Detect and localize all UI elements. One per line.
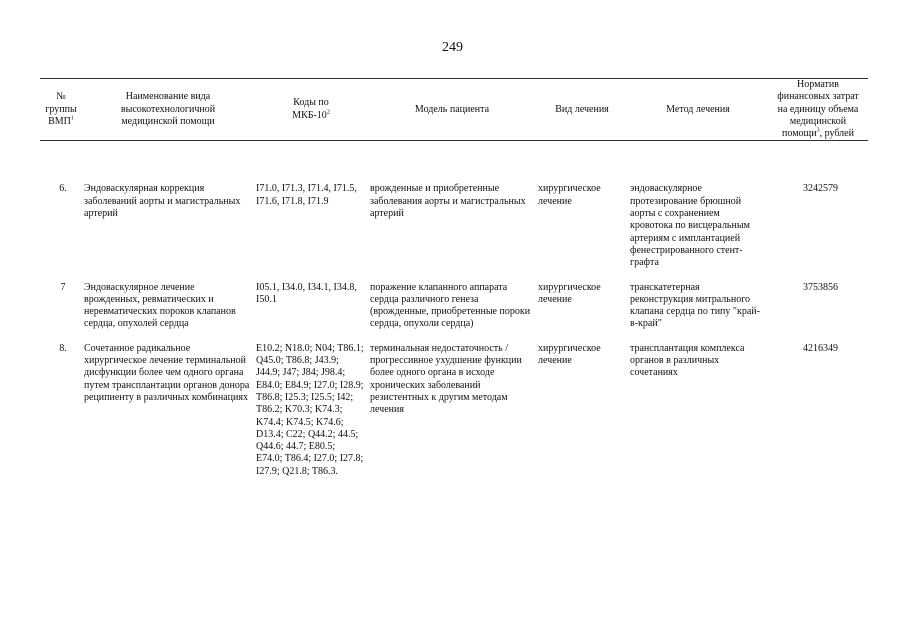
row-patient-model: врожденные и приобретенные заболевания аорты и магистральных артерий	[370, 183, 526, 220]
row-treatment-type: хирургическое лечение	[538, 342, 601, 367]
row-number: 7	[60, 281, 66, 293]
header-cost: Норматив финансовых затрат на единицу объема медицинской помощи$^3$, рублей	[768, 79, 868, 141]
row-care-type: Эндоваскулярная коррекция заболеваний аорты и магистральных артерий	[84, 183, 241, 220]
row-care-type: Эндоваскулярное лечение врожденных, ревматических и неревматических пороков клапанов сердца, опухолей сердца	[84, 281, 236, 330]
header-codes: Коды по МКБ-$10^2$	[254, 79, 368, 141]
header-treatment-type: Вид лечения	[536, 79, 628, 141]
table-row	[40, 282, 868, 331]
row-treatment-type: хирургическое лечение	[538, 183, 601, 207]
table-row	[40, 343, 868, 478]
row-method: трансплантация комплекса органов в различных сочетаниях	[630, 342, 745, 379]
header-care-type: Наименование вида высокотехнологичной медицинской помощи	[82, 79, 254, 141]
header-patient-model: Модель пациента	[368, 79, 536, 141]
row-cost: 3753856	[803, 281, 838, 293]
row-number: 8.	[59, 342, 67, 354]
header-method: Метод лечения	[628, 79, 768, 141]
row-codes: E10.2; N18.0; N04; T86.1; Q45.0; T86.8; J43.9; J44.9; J47; J84; J98.4; E84.0; E84.9; I27.0; I28.9; T86.8; I25.3; I25.5; I42; T86.2; K70.3; K74.3; K74.4; K74.5; K74.6; D13.4; C22; Q44.2; 44.5; Q44.6; 44.7; E80.5; E74.0; T86.4; I27.0; I27.8; I27.9; Q21.8; T86.3.	[256, 342, 364, 477]
row-cost: 3242579	[803, 183, 838, 195]
treatment-table	[40, 78, 868, 478]
header-group-no: № группы ВМП$^1$	[40, 79, 82, 141]
treatment-table-container	[40, 78, 868, 478]
row-treatment-type: хирургическое лечение	[538, 281, 601, 305]
table-row	[40, 183, 868, 269]
row-patient-model: поражение клапанного аппарата сердца различного генеза (врожденные, приобретенные пороки сердца, опухоли сердца)	[370, 281, 531, 330]
row-patient-model: терминальная недостаточность / прогрессивное ухудшение функции более одного органа в исходе хронических заболеваний резистентных к другим методам лечения	[370, 342, 522, 416]
row-care-type: Сочетанное радикальное хирургическое лечение терминальной дисфункции более чем одного органа путем трансплантации органов донора реципиенту в различных комбинациях	[84, 342, 250, 403]
row-cost: 4216349	[803, 342, 838, 354]
table-header-row	[40, 79, 868, 141]
row-method: эндоваскулярное протезирование брюшной аорты с сохранением кровотока по висцеральным артериям с имплантацией фенестрированного стент-графта	[630, 183, 750, 269]
row-number: 6.	[59, 183, 67, 195]
row-codes: I05.1, I34.0, I34.1, I34.8, I50.1	[256, 281, 357, 305]
page-number: 249	[442, 40, 463, 55]
row-method: транскатетерная реконструкция митрального клапана сердца по типу "край-в-край"	[630, 281, 760, 330]
row-codes: I71.0, I71.3, I71.4, I71.5, I71.6, I71.8, I71.9	[256, 183, 357, 207]
